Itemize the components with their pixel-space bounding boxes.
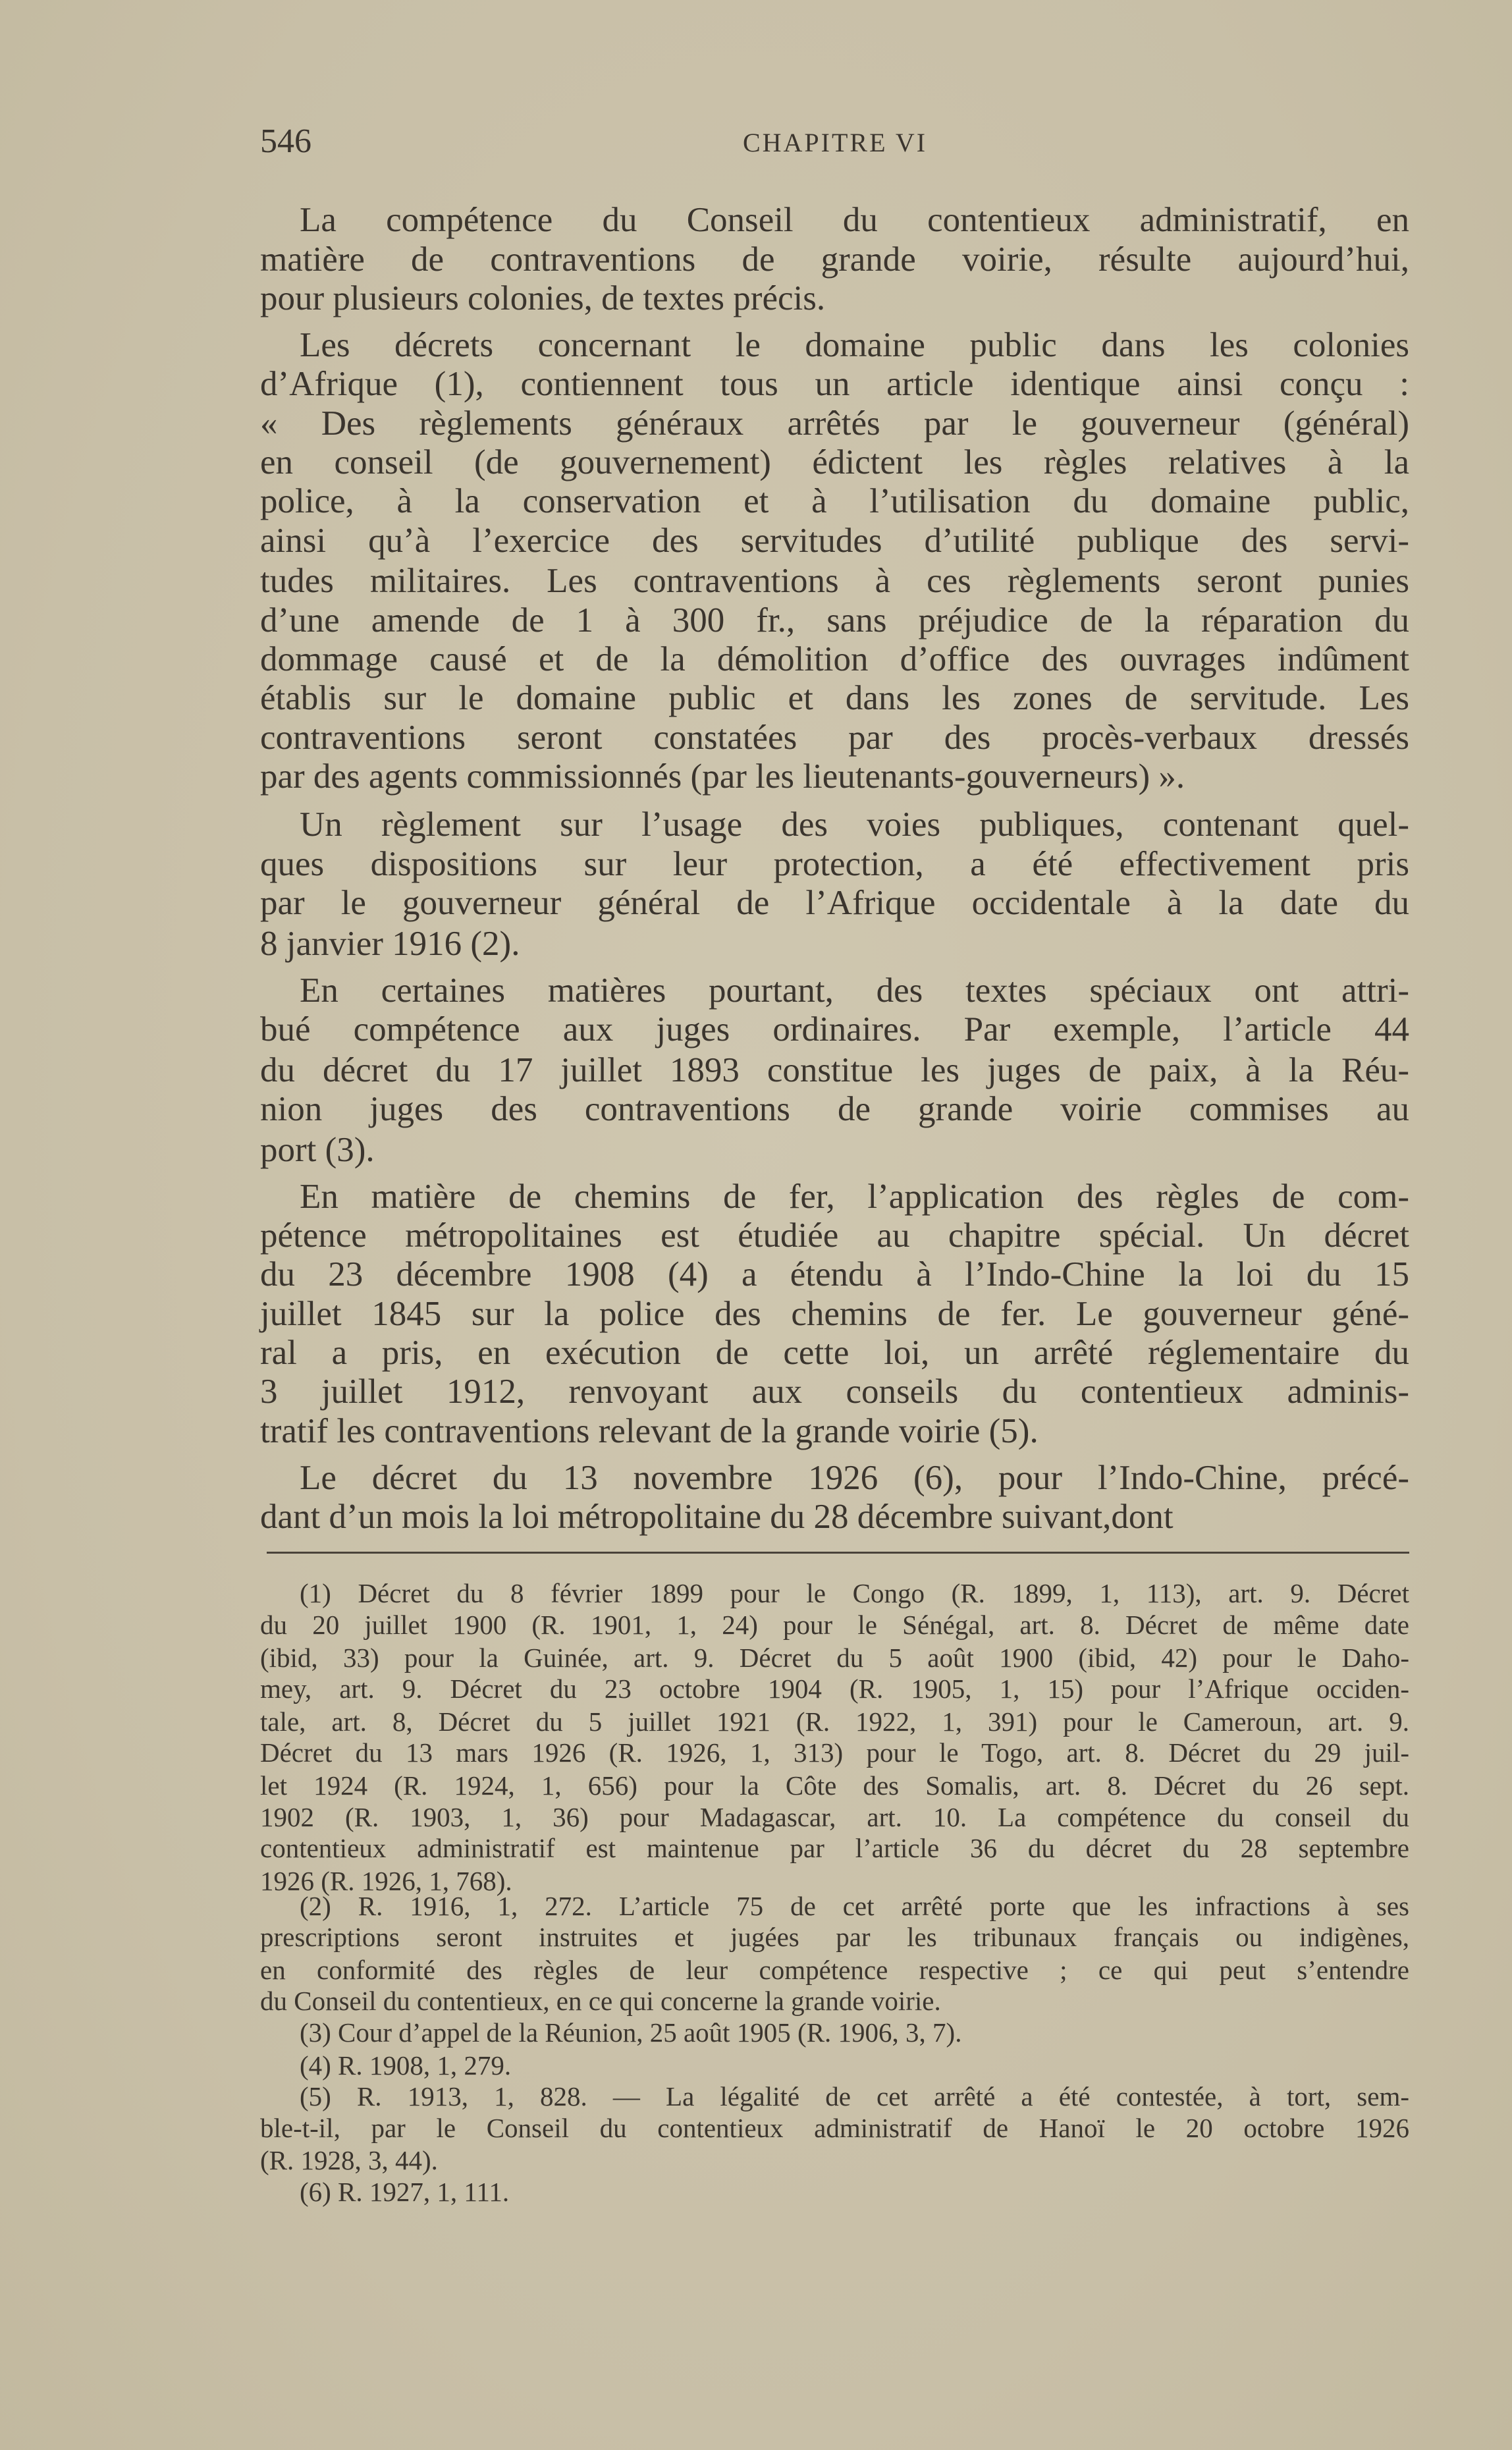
text-line: du 20 juillet 1900 (R. 1901, 1, 24) pour le Sénégal, art. 8. Décret de même date bbox=[260, 1609, 1409, 1640]
text-line: police, à la conservation et à l’utilisation du domaine public, bbox=[260, 482, 1409, 521]
text-line: tratif les contraventions relevant de la grande voirie (5). bbox=[260, 1411, 1039, 1450]
text-line: Le décret du 13 novembre 1926 (6), pour l’Indo-Chine, précé- bbox=[300, 1458, 1409, 1497]
text-line: (ibid, 33) pour la Guinée, art. 9. Décret du 5 août 1900 (ibid, 42) pour le Daho- bbox=[260, 1642, 1409, 1673]
running-header: CHAPITRE VI bbox=[742, 128, 928, 157]
text-line: d’une amende de 1 à 300 fr., sans préjudice de la réparation du bbox=[260, 601, 1409, 640]
text-line: La compétence du Conseil du contentieux administratif, en bbox=[300, 201, 1409, 240]
text-line: (3) Cour d’appel de la Réunion, 25 août 1905 (R. 1906, 3, 7). bbox=[300, 2017, 962, 2048]
text-line: matière de contraventions de grande voirie, résulte aujourd’hui, bbox=[260, 240, 1409, 279]
text-line: let 1924 (R. 1924, 1, 656) pour la Côte des Somalis, art. 8. Décret du 26 sept. bbox=[260, 1770, 1409, 1801]
text-line: prescriptions seront instruites et jugées par les tribunaux français ou indigènes, bbox=[260, 1922, 1409, 1953]
text-line: nion juges des contraventions de grande voirie commises au bbox=[260, 1090, 1409, 1129]
text-line: bué compétence aux juges ordinaires. Par exemple, l’article 44 bbox=[260, 1010, 1409, 1049]
text-line: (6) R. 1927, 1, 111. bbox=[300, 2176, 510, 2207]
text-line: du 23 décembre 1908 (4) a étendu à l’Indo-Chine la loi du 15 bbox=[260, 1255, 1409, 1294]
footnote-divider bbox=[267, 1552, 1409, 1554]
page-number: 546 bbox=[260, 122, 311, 160]
text-line: contraventions seront constatées par des procès-verbaux dressés bbox=[260, 718, 1409, 757]
text-line: « Des règlements généraux arrêtés par le gouverneur (général) bbox=[260, 404, 1409, 443]
text-line: (1) Décret du 8 février 1899 pour le Congo (R. 1899, 1, 113), art. 9. Décret bbox=[300, 1578, 1409, 1609]
text-line: (5) R. 1913, 1, 828. — La légalité de cet arrêté a été contestée, à tort, sem- bbox=[300, 2081, 1409, 2112]
text-line: 3 juillet 1912, renvoyant aux conseils du contentieux adminis- bbox=[260, 1373, 1409, 1411]
text-line: 1902 (R. 1903, 1, 36) pour Madagascar, art. 10. La compétence du conseil du bbox=[260, 1801, 1409, 1832]
text-line: ques dispositions sur leur protection, a été effectivement pris bbox=[260, 844, 1409, 883]
text-line: en conformité des règles de leur compétence respective ; ce qui peut s’entendre bbox=[260, 1954, 1409, 1985]
text-line: dant d’un mois la loi métropolitaine du 28 décembre suivant,dont bbox=[260, 1498, 1174, 1537]
text-line: Les décrets concernant le domaine public dans les colonies bbox=[300, 326, 1409, 365]
text-line: par des agents commissionnés (par les lieutenants-gouverneurs) ». bbox=[260, 757, 1185, 796]
text-line: dommage causé et de la démolition d’office des ouvrages indûment bbox=[260, 640, 1409, 678]
text-line: du Conseil du contentieux, en ce qui concerne la grande voirie. bbox=[260, 1986, 941, 2017]
text-line: juillet 1845 sur la police des chemins de fer. Le gouverneur géné- bbox=[260, 1294, 1409, 1333]
text-line: contentieux administratif est maintenue par l’article 36 du décret du 28 septembre bbox=[260, 1832, 1409, 1863]
text-line: Un règlement sur l’usage des voies publiques, contenant quel- bbox=[300, 805, 1409, 844]
text-line: ral a pris, en exécution de cette loi, un arrêté réglementaire du bbox=[260, 1334, 1409, 1373]
text-line: pétence métropolitaines est étudiée au chapitre spécial. Un décret bbox=[260, 1216, 1409, 1255]
text-line: du décret du 17 juillet 1893 constitue les juges de paix, à la Réu- bbox=[260, 1050, 1409, 1089]
text-line: pour plusieurs colonies, de textes précis. bbox=[260, 279, 826, 318]
text-line: Décret du 13 mars 1926 (R. 1926, 1, 313) pour le Togo, art. 8. Décret du 29 juil- bbox=[260, 1737, 1409, 1768]
text-line: en conseil (de gouvernement) édictent les règles relatives à la bbox=[260, 443, 1409, 482]
text-line: établis sur le domaine public et dans les zones de servitude. Les bbox=[260, 679, 1409, 718]
text-line: d’Afrique (1), contiennent tous un article identique ainsi conçu : bbox=[260, 365, 1409, 404]
text-line: (2) R. 1916, 1, 272. L’article 75 de cet arrêté porte que les infractions à ses bbox=[300, 1890, 1409, 1921]
text-line: ainsi qu’à l’exercice des servitudes d’utilité publique des servi- bbox=[260, 521, 1409, 560]
text-line: 8 janvier 1916 (2). bbox=[260, 924, 520, 963]
text-line: ble-t-il, par le Conseil du contentieux administratif de Hanoï le 20 octobre 1926 bbox=[260, 2112, 1409, 2143]
text-line: mey, art. 9. Décret du 23 octobre 1904 (R. 1905, 1, 15) pour l’Afrique occiden- bbox=[260, 1674, 1409, 1704]
text-line: En certaines matières pourtant, des textes spéciaux ont attri- bbox=[300, 971, 1409, 1010]
text-line: tudes militaires. Les contraventions à ces règlements seront punies bbox=[260, 562, 1409, 601]
text-line: port (3). bbox=[260, 1130, 375, 1169]
text-line: (R. 1928, 3, 44). bbox=[260, 2145, 438, 2176]
text-line: En matière de chemins de fer, l’application des règles de com- bbox=[300, 1177, 1409, 1216]
text-line: 1926 (R. 1926, 1, 768). bbox=[260, 1865, 512, 1896]
text-line: (4) R. 1908, 1, 279. bbox=[300, 2050, 512, 2081]
text-line: tale, art. 8, Décret du 5 juillet 1921 (R. 1922, 1, 391) pour le Cameroun, art. 9. bbox=[260, 1706, 1409, 1737]
text-line: par le gouverneur général de l’Afrique occidentale à la date du bbox=[260, 883, 1409, 922]
